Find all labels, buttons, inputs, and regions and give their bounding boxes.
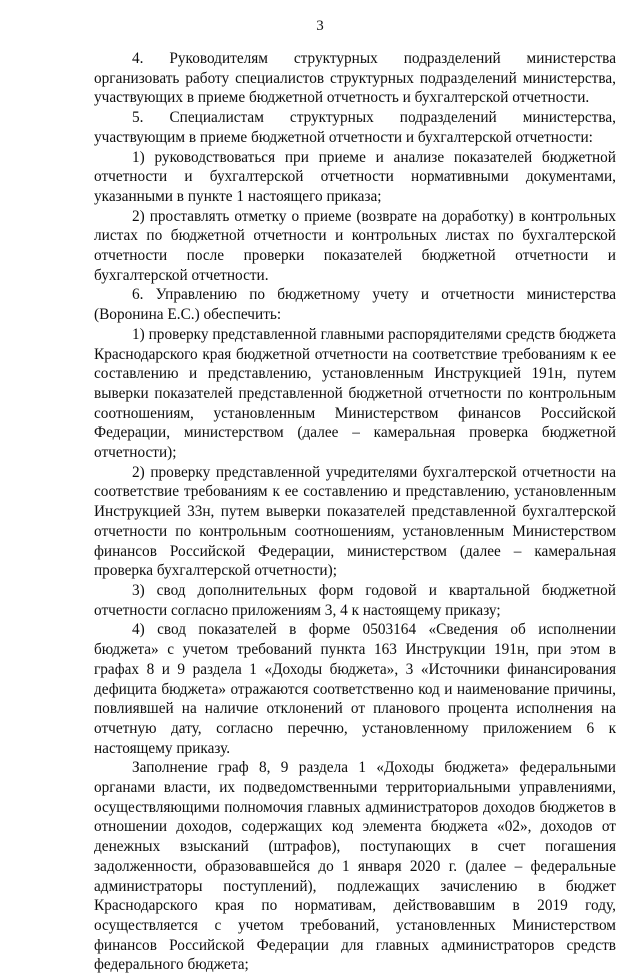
paragraph-subitem-6-4: 4) свод показателей в форме 0503164 «Сведения об исполнении бюджета» с учетом требований пункта 163 Инструкции 191н, при этом в графах 8 и 9 раздела 1 «Доходы бюджета», 3 «Источники финансирования дефицита бюджета» отражаются соответственно код и наименование причины, повлиявшей на наличие отклонений от планового процента исполнения на отчетную дату, согласно перечню, установленному приложением 6 к настоящему приказу. xyxy=(94,621,616,757)
paragraph-item-5: 5. Специалистам структурных подразделений министерства, участвующим в приеме бюджетной отчетности и бухгалтерской отчетности: xyxy=(94,109,616,146)
paragraph-subitem-5-2: 2) проставлять отметку о приеме (возврате на доработку) в контрольных листах по бюджетной отчетности и контрольных листах по бухгалтерской отчетности после проверки показателей бюджетной отчетности и бухгалтерской отчетности. xyxy=(94,207,616,284)
paragraph-subitem-6-2: 2) проверку представленной учредителями бухгалтерской отчетности на соответствие требованиям к ее составлению и представлению, установленным Инструкцией 33н, путем выверки показателей представленной бухгалтерской отчетности по контрольным соотношениям, установленным Министерством финансов Российской Федерации, министерством (далее – камеральная проверка бухгалтерской отчетности); xyxy=(94,463,616,580)
paragraph-subitem-6-1: 1) проверку представленной главными распорядителями средств бюджета Краснодарского края бюджетной отчетности на соответствие требованиям к ее составлению и представлению, установленным Инструкцией 191н, путем выверки показателей представленной бюджетной отчетности по контрольным соотношениям, установленным Министерством финансов Российской Федерации, министерством (далее – камеральная проверка бюджетной отчетности); xyxy=(94,325,616,462)
paragraph-subitem-5-1: 1) руководствоваться при приеме и анализе показателей бюджетной отчетности и бухгалтерской отчетности нормативными документами, указанными в пункте 1 настоящего приказа; xyxy=(94,148,616,205)
paragraph-item-6: 6. Управлению по бюджетному учету и отчетности министерства (Воронина Е.С.) обеспечить: xyxy=(94,286,616,324)
paragraph-subitem-6-3: 3) свод дополнительных форм годовой и квартальной бюджетной отчетности согласно приложениям 3, 4 к настоящему приказу; xyxy=(94,581,616,619)
paragraph-columns-8-9-filling: Заполнение граф 8, 9 раздела 1 «Доходы бюджета» федеральными органами власти, их подведомственными территориальными управлениями, осуществляющими полномочия главных администраторов доходов бюджетов в отношении доходов, содержащих код элемента бюджета «02», доходов от денежных взысканий (штрафов), поступающих в счет погашения задолженности, образовавшейся до 1 января 2020 г. (далее – федеральные администраторы поступлений), подлежащих зачислению в бюджет Краснодарского края по нормативам, действовавшим в 2019 году, осуществляется с учетом требований, установленных Министерством финансов Российской Федерации для главных администраторов средств федерального бюджета; xyxy=(94,759,616,974)
document-body xyxy=(94,49,616,975)
page-number: 3 xyxy=(316,18,324,34)
paragraph-item-4: 4. Руководителям структурных подразделений министерства организовать работу специалистов структурных подразделений министерства, участвующих в приеме бюджетной отчетность и бухгалтерской отчетности. xyxy=(94,50,616,107)
